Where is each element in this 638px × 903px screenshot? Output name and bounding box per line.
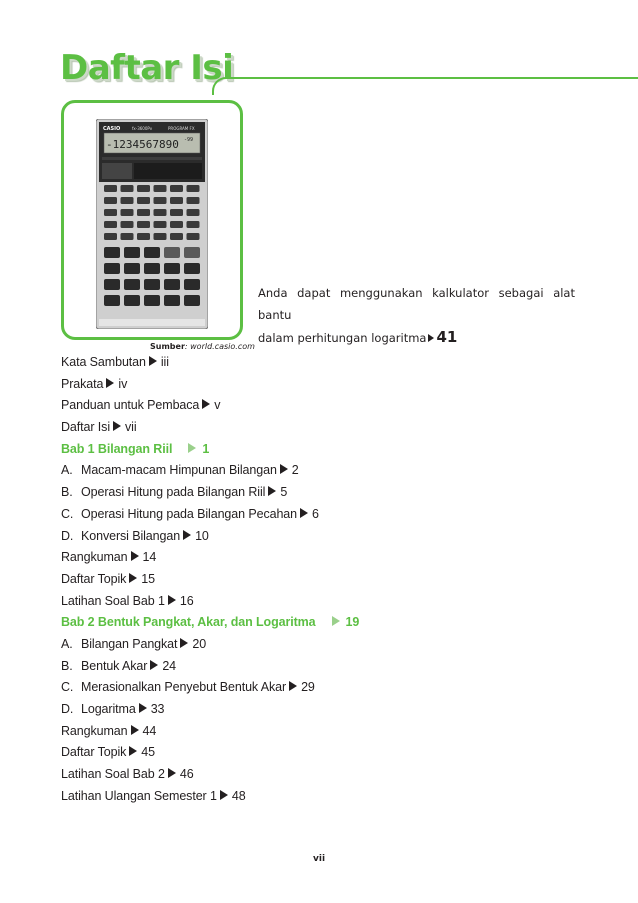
calc-number-key xyxy=(104,263,120,274)
toc-row[interactable] xyxy=(61,786,581,808)
calculator-illustration xyxy=(96,119,208,329)
calc-function-key xyxy=(170,209,183,216)
calc-function-key xyxy=(121,185,134,192)
toc-item-label: Latihan Soal Bab 1 xyxy=(61,593,165,608)
toc-row[interactable] xyxy=(61,460,581,482)
toc-item-label: Bilangan Pangkat xyxy=(81,636,178,651)
toc-item-letter: B. xyxy=(61,485,73,500)
calc-function-key xyxy=(104,197,117,204)
toc-row[interactable] xyxy=(61,699,581,721)
toc-item-page: 10 xyxy=(195,528,209,543)
calc-function-key xyxy=(187,185,200,192)
calc-function-key xyxy=(104,233,117,240)
side-note xyxy=(258,282,575,349)
toc-item-label: Rangkuman xyxy=(61,723,128,738)
calc-number-key xyxy=(144,279,160,290)
toc-item-label: Bab 1 Bilangan Riil xyxy=(61,441,173,456)
toc-item-page: 15 xyxy=(141,571,155,586)
toc-row[interactable] xyxy=(61,656,581,678)
arrow-right-icon xyxy=(131,725,139,735)
calc-function-key xyxy=(154,197,167,204)
arrow-right-icon xyxy=(300,508,308,518)
calc-exponent-text: -99 xyxy=(184,137,194,143)
calc-function-key xyxy=(187,197,200,204)
toc-item-page: iv xyxy=(118,376,128,391)
calc-display-text: -1234567890 xyxy=(106,138,179,151)
calc-number-key xyxy=(104,247,120,258)
calc-number-key xyxy=(184,295,200,306)
calc-function-key xyxy=(154,185,167,192)
calc-number-key xyxy=(124,279,140,290)
calc-function-key xyxy=(137,197,150,204)
arrow-right-icon xyxy=(280,464,288,474)
calculator-image xyxy=(96,119,208,333)
calc-number-key xyxy=(144,263,160,274)
toc-row[interactable] xyxy=(61,677,581,699)
toc-item-label: Bentuk Akar xyxy=(81,658,148,673)
arrow-right-icon xyxy=(131,551,139,561)
toc-item-page: 29 xyxy=(301,680,315,695)
calc-number-key xyxy=(124,247,140,258)
toc-item-page: vii xyxy=(125,420,137,435)
toc-row[interactable] xyxy=(61,504,581,526)
calc-brand-text: CASIO xyxy=(103,126,121,132)
calc-function-key xyxy=(121,221,134,228)
toc-item-label: Operasi Hitung pada Bilangan Pecahan xyxy=(81,506,297,521)
arrow-right-icon xyxy=(129,746,137,756)
arrow-right-icon xyxy=(180,638,188,648)
caption-source: : world.casio.com xyxy=(184,342,255,351)
toc-item-label: Rangkuman xyxy=(61,550,128,565)
page-title: Daftar Isi xyxy=(60,48,234,88)
toc-item-page: 19 xyxy=(345,615,360,630)
calc-number-key xyxy=(144,247,160,258)
arrow-right-icon xyxy=(183,530,191,540)
toc-item-label: Latihan Ulangan Semester 1 xyxy=(61,788,217,803)
toc-item-page: 2 xyxy=(291,463,299,478)
arrow-right-icon xyxy=(168,768,176,778)
toc-row[interactable] xyxy=(61,395,581,417)
calc-function-key xyxy=(121,209,134,216)
toc-item-label: Logaritma xyxy=(81,702,136,716)
calc-function-key xyxy=(137,221,150,228)
toc-item-page: v xyxy=(214,398,221,413)
toc-row[interactable] xyxy=(61,742,581,764)
calc-function-key xyxy=(170,197,183,204)
toc-item-page: 46 xyxy=(179,767,194,782)
toc-item-letter: A. xyxy=(61,636,73,651)
toc-row[interactable] xyxy=(61,764,581,786)
side-note-line1: Anda dapat menggunakan kalkulator sebagai alat bantu xyxy=(258,286,575,322)
toc-item-page: 1 xyxy=(202,441,210,456)
toc-item-page: 14 xyxy=(142,550,157,565)
calc-function-key xyxy=(121,233,134,240)
arrow-right-icon xyxy=(428,334,434,342)
toc-item-letter: C. xyxy=(61,506,74,521)
calc-number-key xyxy=(164,279,180,290)
toc-row[interactable] xyxy=(61,374,581,396)
calc-function-key xyxy=(154,233,167,240)
calc-number-key xyxy=(164,295,180,306)
arrow-right-icon xyxy=(332,616,340,626)
toc-chapter-row[interactable] xyxy=(61,612,581,634)
toc-item-letter: B. xyxy=(61,658,73,673)
side-note-page: 41 xyxy=(436,328,458,346)
calc-number-key xyxy=(184,263,200,274)
arrow-right-icon xyxy=(188,443,196,453)
toc-row[interactable] xyxy=(61,634,581,656)
toc-item-letter: D. xyxy=(61,528,74,543)
toc-item-label: Macam-macam Himpunan Bilangan xyxy=(81,463,277,478)
toc-item-letter: A. xyxy=(61,463,73,478)
title-underline xyxy=(212,77,638,95)
toc-item-page: 45 xyxy=(141,745,155,760)
arrow-right-icon xyxy=(106,378,114,388)
toc-row[interactable] xyxy=(61,721,581,743)
calc-number-key xyxy=(164,263,180,274)
toc-item-page: 6 xyxy=(312,506,319,521)
calc-function-key xyxy=(170,185,183,192)
arrow-right-icon xyxy=(168,595,176,605)
calc-model-text: fx-3600Pv xyxy=(132,126,153,131)
calc-function-key xyxy=(187,233,200,240)
toc-item-label: Daftar Isi xyxy=(61,420,111,435)
arrow-right-icon xyxy=(139,703,147,713)
arrow-right-icon xyxy=(150,660,158,670)
calc-function-key xyxy=(104,209,117,216)
arrow-right-icon xyxy=(149,356,157,366)
arrow-right-icon xyxy=(113,421,121,431)
calc-number-key xyxy=(144,295,160,306)
calc-function-key xyxy=(187,209,200,216)
arrow-right-icon xyxy=(220,790,228,800)
calc-number-key xyxy=(124,263,140,274)
calc-function-key xyxy=(170,233,183,240)
calc-function-key xyxy=(104,221,117,228)
toc-item-page: 48 xyxy=(231,788,246,803)
toc-row[interactable] xyxy=(61,569,581,591)
toc-item-page: 44 xyxy=(142,723,157,738)
toc-item-page: 24 xyxy=(162,658,177,673)
calc-function-key xyxy=(137,233,150,240)
toc-item-label: Panduan untuk Pembaca xyxy=(61,398,200,413)
toc-item-page: 5 xyxy=(280,485,288,500)
calc-series-text: PROGRAM FX xyxy=(168,126,195,131)
toc-row[interactable] xyxy=(61,417,581,439)
toc-item-label: Daftar Topik xyxy=(61,571,127,586)
toc-item-label: Konversi Bilangan xyxy=(81,528,181,543)
calc-number-key xyxy=(184,247,200,258)
toc-chapter-row[interactable] xyxy=(61,439,581,461)
arrow-right-icon xyxy=(129,573,137,583)
toc-item-label: Latihan Soal Bab 2 xyxy=(61,767,165,782)
toc-item-page: 33 xyxy=(150,702,165,716)
page-number: vii xyxy=(313,854,326,864)
toc-item-page: iii xyxy=(160,355,169,369)
calc-function-key xyxy=(170,221,183,228)
toc-item-letter: D. xyxy=(61,702,74,716)
toc-row[interactable] xyxy=(61,352,581,374)
calc-function-key xyxy=(137,185,150,192)
toc-item-label: Merasionalkan Penyebut Bentuk Akar xyxy=(81,680,287,695)
toc-row[interactable] xyxy=(61,547,581,569)
calc-function-key xyxy=(137,209,150,216)
calc-number-key xyxy=(104,295,120,306)
calc-number-key xyxy=(124,295,140,306)
calc-number-key xyxy=(184,279,200,290)
figure-frame xyxy=(61,100,243,340)
toc-item-page: 16 xyxy=(179,593,194,608)
toc-item-label: Kata Sambutan xyxy=(61,355,146,369)
calc-function-key xyxy=(121,197,134,204)
toc-row[interactable] xyxy=(61,591,581,613)
calc-function-key xyxy=(154,221,167,228)
toc-row[interactable] xyxy=(61,482,581,504)
calc-function-key xyxy=(104,185,117,192)
arrow-right-icon xyxy=(289,681,297,691)
figure-caption xyxy=(150,342,255,351)
calc-function-key xyxy=(154,209,167,216)
side-note-line2: dalam perhitungan logaritma xyxy=(258,331,427,345)
table-of-contents xyxy=(61,352,581,807)
toc-item-label: Bab 2 Bentuk Pangkat, Akar, dan Logaritma xyxy=(61,615,316,630)
toc-item-label: Prakata xyxy=(61,376,104,391)
toc-item-page: 20 xyxy=(192,636,207,651)
toc-item-label: Daftar Topik xyxy=(61,745,127,760)
caption-label: Sumber xyxy=(150,342,185,351)
toc-row[interactable] xyxy=(61,526,581,548)
toc-item-letter: C. xyxy=(61,680,74,695)
calc-number-key xyxy=(164,247,180,258)
arrow-right-icon xyxy=(268,486,276,496)
calc-function-key xyxy=(187,221,200,228)
toc-item-label: Operasi Hitung pada Bilangan Riil xyxy=(81,485,266,500)
calc-number-key xyxy=(104,279,120,290)
arrow-right-icon xyxy=(202,399,210,409)
